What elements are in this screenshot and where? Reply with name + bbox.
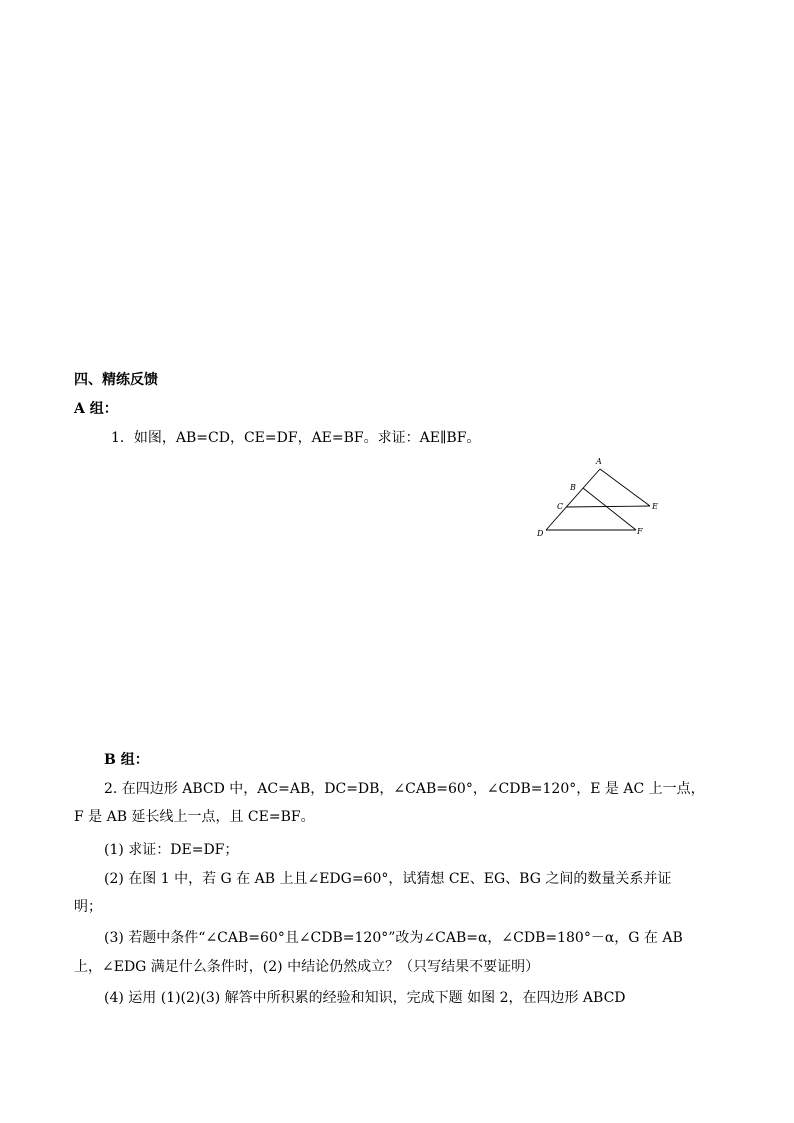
subquestion-3-line-2: 上，∠EDG 满足什么条件时，(2) 中结论仍然成立？（只写结果不要证明） (74, 959, 540, 975)
line-a-e (600, 469, 650, 506)
section-heading: 四、精练反馈 (74, 372, 158, 388)
point-label-f: F (637, 527, 643, 536)
question-1-text: 1．如图，AB=CD，CE=DF，AE=BF。求证：AE∥BF。 (111, 430, 481, 446)
point-label-a: A (596, 457, 602, 466)
subquestion-4-line-1: (4) 运用 (1)(2)(3) 解答中所积累的经验和知识，完成下题 如图 2，在四边形 ABCD (104, 990, 626, 1006)
group-a-label: A 组： (74, 401, 118, 417)
group-b-label: B 组： (104, 752, 149, 768)
subquestion-3-line-1: (3) 若题中条件“∠CAB=60°且∠CDB=120°”改为∠CAB=α，∠CDB=180°－α，G 在 AB (104, 930, 683, 946)
question-2-line-2: F 是 AB 延长线上一点，且 CE=BF。 (74, 809, 315, 825)
question-2-line-1: 2. 在四边形 ABCD 中，AC=AB，DC=DB，∠CAB=60°，∠CDB=120°，E 是 AC 上一点， (104, 781, 705, 797)
line-a-d (546, 469, 600, 530)
subquestion-2-line-2: 明； (74, 899, 102, 915)
point-label-d: D (537, 529, 544, 538)
point-label-e: E (652, 502, 658, 511)
triangle-figure (532, 454, 668, 540)
subquestion-1: (1) 求证：DE=DF； (104, 842, 239, 858)
line-b-f (583, 488, 636, 530)
point-label-b: B (570, 483, 576, 492)
line-c-e (566, 506, 650, 507)
subquestion-2-line-1: (2) 在图 1 中，若 G 在 AB 上且∠EDG=60°，试猜想 CE、EG、BG 之间的数量关系并证 (104, 871, 672, 887)
point-label-c: C (557, 502, 564, 511)
